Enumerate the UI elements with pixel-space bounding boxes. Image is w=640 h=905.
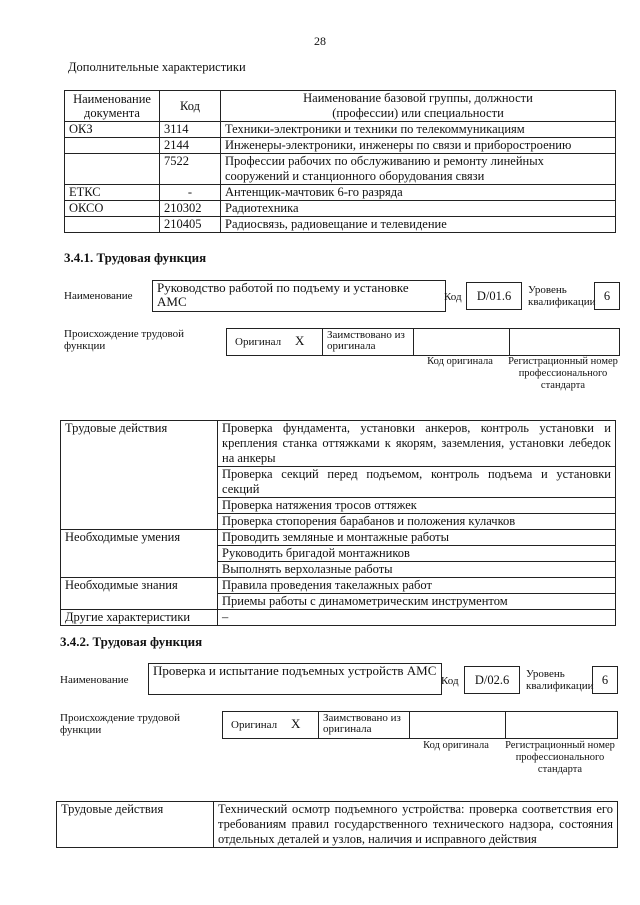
cell-doc: ОКЗ	[65, 122, 160, 138]
table-header-row	[65, 91, 616, 122]
row-item: Приемы работы с динамометрическим инструментом	[218, 594, 616, 610]
level-label: Уровень квалификации	[528, 284, 596, 308]
cell-name: Профессии рабочих по обслуживанию и ремонту линейных сооружений и станционного оборудования связи	[221, 154, 616, 185]
section-title-342: 3.4.2. Трудовая функция	[60, 634, 203, 649]
level-value-box: 6	[592, 666, 618, 694]
table-row	[61, 421, 616, 467]
row-label: Трудовые действия	[57, 802, 214, 848]
code-label: Код	[444, 291, 462, 303]
cell-code: 210405	[160, 217, 221, 233]
cell-doc: ЕТКС	[65, 185, 160, 201]
table-row	[57, 802, 618, 848]
origin-table	[226, 328, 620, 356]
cell-doc	[65, 154, 160, 185]
table-row	[61, 610, 616, 626]
original-label: Оригинал	[235, 336, 282, 348]
divider	[413, 329, 414, 355]
cell-code: 3114	[160, 122, 221, 138]
header-name: Наименование базовой группы, должности (профессии) или специальности	[221, 91, 616, 122]
row-item: –	[218, 610, 616, 626]
name-label: Наименование	[60, 674, 129, 686]
row-item: Проверка секций перед подъемом, контроль подъема и установки секций	[218, 467, 616, 498]
original-x-mark: X	[295, 333, 305, 348]
page-number: 28	[314, 34, 326, 48]
row-item: Проверка стопорения барабанов и положения кулачков	[218, 514, 616, 530]
function-code-box: D/01.6	[466, 282, 522, 310]
original-x-mark: X	[291, 716, 301, 731]
table-row	[65, 217, 616, 233]
original-code-caption: Код оригинала	[423, 740, 489, 751]
section-title-341: 3.4.1. Трудовая функция	[64, 250, 207, 265]
divider	[318, 712, 319, 738]
row-item: Правила проведения такелажных работ	[218, 578, 616, 594]
function-341-table	[60, 420, 616, 626]
original-label: Оригинал	[231, 719, 278, 731]
borrowed-label: Заимствовано из оригинала	[327, 329, 405, 352]
header-doc: Наименование документа	[65, 91, 160, 122]
row-item: Технический осмотр подъемного устройства: проверка соответствия его требованиям правил государственного технического надзора, состояния отдельных деталей и узлов, наличия и исправного действия	[214, 802, 618, 848]
cell-doc	[65, 138, 160, 154]
divider	[409, 712, 410, 738]
cell-name: Антенщик-мачтовик 6-го разряда	[221, 185, 616, 201]
cell-doc	[65, 217, 160, 233]
origin-label: Происхождение трудовой функции	[64, 328, 185, 352]
row-item: Выполнять верхолазные работы	[218, 562, 616, 578]
table-row	[65, 122, 616, 138]
row-label: Трудовые действия	[61, 421, 218, 530]
table-row	[61, 530, 616, 546]
code-label: Код	[441, 675, 459, 687]
reg-number-caption: Регистрационный номер профессионального стандарта	[505, 740, 615, 775]
reg-number-caption: Регистрационный номер профессионального стандарта	[508, 356, 618, 391]
original-code-caption: Код оригинала	[427, 356, 493, 367]
row-item: Проверка натяжения тросов оттяжек	[218, 498, 616, 514]
row-item: Проверка фундамента, установки анкеров, контроль установки и крепления станка оттяжками к якорям, заземления, установки лебедок на анкеры	[218, 421, 616, 467]
row-item: Руководить бригадой монтажников	[218, 546, 616, 562]
cell-code: 2144	[160, 138, 221, 154]
origin-table	[222, 711, 618, 739]
header-code: Код	[160, 91, 221, 122]
cell-code: -	[160, 185, 221, 201]
cell-name: Радиотехника	[221, 201, 616, 217]
function-name-box: Проверка и испытание подъемных устройств АМС	[148, 663, 442, 695]
cell-name: Техники-электроники и техники по телекоммуникациям	[221, 122, 616, 138]
table-row	[61, 578, 616, 594]
divider	[509, 329, 510, 355]
cell-code: 210302	[160, 201, 221, 217]
level-label: Уровень квалификации	[526, 668, 594, 692]
function-342-table	[56, 801, 618, 848]
name-label: Наименование	[64, 290, 133, 302]
origin-label: Происхождение трудовой функции	[60, 712, 181, 736]
table-row	[65, 185, 616, 201]
borrowed-label: Заимствовано из оригинала	[323, 712, 401, 735]
cell-name: Радиосвязь, радиовещание и телевидение	[221, 217, 616, 233]
row-label: Необходимые знания	[61, 578, 218, 610]
table-row	[65, 154, 616, 185]
level-value-box: 6	[594, 282, 620, 310]
additional-characteristics-table	[64, 90, 616, 233]
divider	[505, 712, 506, 738]
table-row	[65, 138, 616, 154]
row-label: Другие характеристики	[61, 610, 218, 626]
cell-doc: ОКСО	[65, 201, 160, 217]
additional-characteristics-title: Дополнительные характеристики	[68, 60, 246, 74]
divider	[322, 329, 323, 355]
cell-name: Инженеры-электроники, инженеры по связи и приборостроению	[221, 138, 616, 154]
table-row	[65, 201, 616, 217]
cell-code: 7522	[160, 154, 221, 185]
function-code-box: D/02.6	[464, 666, 520, 694]
row-label: Необходимые умения	[61, 530, 218, 578]
function-name-box: Руководство работой по подъему и установке АМС	[152, 280, 446, 312]
row-item: Проводить земляные и монтажные работы	[218, 530, 616, 546]
